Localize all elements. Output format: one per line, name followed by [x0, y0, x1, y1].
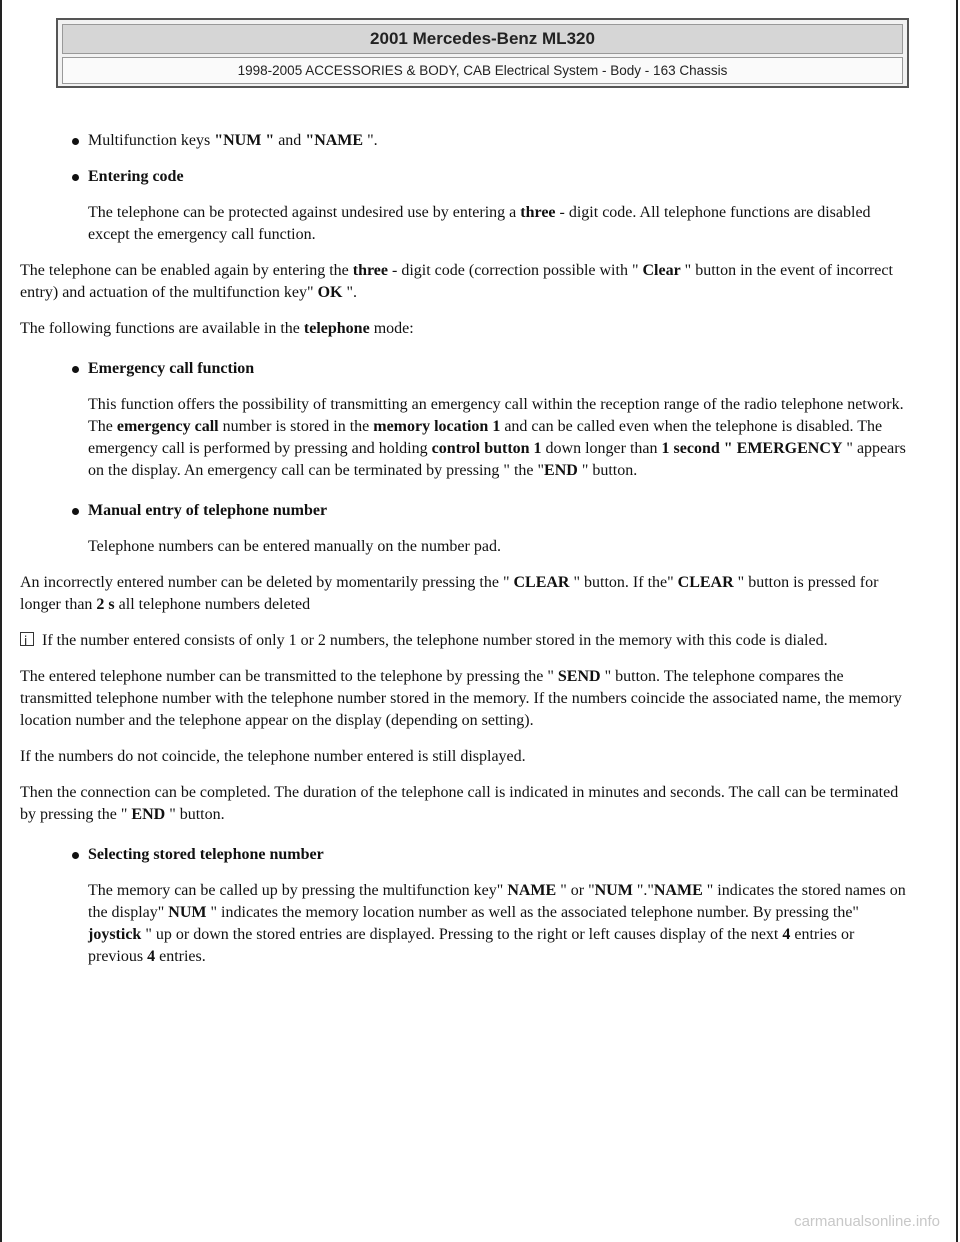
paragraph-note: i If the number entered consists of only 1 or 2 numbers, the telephone number stored in the memory with this code is dialed.: [20, 630, 910, 652]
bullet-heading: Selecting stored telephone number: [88, 846, 324, 863]
document-header: [56, 18, 909, 88]
bullet-stored-number: [20, 844, 910, 866]
paragraph-manual-entry: Telephone numbers can be entered manually on the number pad.: [88, 538, 501, 555]
bullet-emergency-call: [20, 358, 910, 380]
note-icon: [20, 632, 34, 646]
bullet-heading: Entering code: [88, 168, 184, 185]
paragraph-entering-code: The telephone can be protected against undesired use by entering a three - digit code. All telephone functions are disabled except the emergency call function.: [88, 204, 871, 243]
paragraph-clear-button: An incorrectly entered number can be deleted by momentarily pressing the " CLEAR " button. If the" CLEAR " button is pressed for longer than 2 s all telephone numbers deleted: [20, 574, 879, 613]
document-body: [20, 130, 910, 968]
bullet-heading: Emergency call function: [88, 360, 255, 377]
paragraph-stored-number: The memory can be called up by pressing the multifunction key" NAME " or "NUM "."NAME " indicates the stored names on the display" NUM " indicates the memory location number as well as the associated telephone number. By pressing the" joystick " up or down the stored entries are displayed. Pressing to the right or left causes display of the next 4 entries or previous 4 entries.: [88, 882, 906, 965]
paragraph-emergency-call: This function offers the possibility of transmitting an emergency call within the reception range of the radio telephone network. The emergency call number is stored in the memory location 1 and can be called even when the telephone is disabled. The emergency call is performed by pressing and holding control button 1 down longer than 1 second " EMERGENCY " appears on the display. An emergency call can be terminated by pressing " the "END " button.: [88, 396, 906, 479]
watermark: carmanualsonline.info: [794, 1213, 940, 1230]
header-title: 2001 Mercedes-Benz ML320: [62, 24, 903, 54]
paragraph-not-coincide: If the numbers do not coincide, the telephone number entered is still displayed.: [20, 748, 526, 765]
bullet-entering-code: [20, 166, 910, 188]
paragraph-functions-available: The following functions are available in the telephone mode:: [20, 320, 414, 337]
paragraph-send-button: The entered telephone number can be transmitted to the telephone by pressing the " SEND " button. The telephone compares the transmitted telephone number with the telephone number stored in the memory. If the numbers coincide the associated name, the memory location number and the telephone appear on the display (depending on setting).: [20, 668, 902, 729]
bullet-heading: Manual entry of telephone number: [88, 502, 328, 519]
paragraph-connection: Then the connection can be completed. The duration of the telephone call is indicated in minutes and seconds. The call can be terminated by pressing the " END " button.: [20, 784, 899, 823]
bullet-manual-entry: [20, 500, 910, 522]
paragraph-enable-telephone: The telephone can be enabled again by entering the three - digit code (correction possible with " Clear " button in the event of incorrect entry) and actuation of the multifunction key" OK ".: [20, 262, 893, 301]
bullet-multifunction-keys: Multifunction keys "NUM " and "NAME ".: [20, 130, 910, 152]
header-subtitle: 1998-2005 ACCESSORIES & BODY, CAB Electrical System - Body - 163 Chassis: [62, 57, 903, 84]
